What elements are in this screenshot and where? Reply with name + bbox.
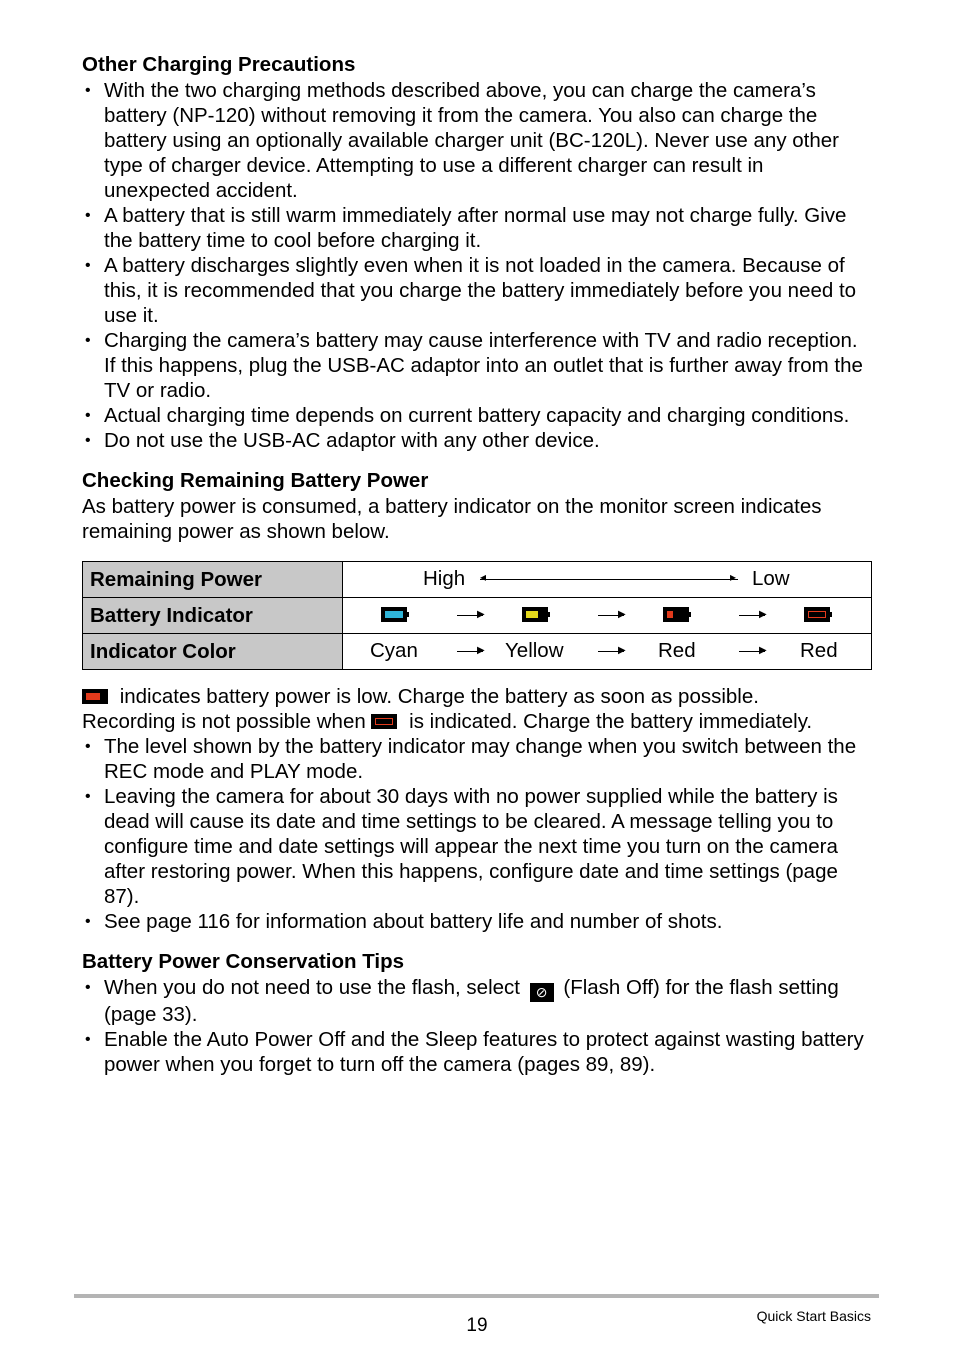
- conservation-tips-list: [82, 975, 872, 1077]
- arrow-head-icon: ▶: [477, 645, 485, 656]
- battery-fill: [86, 693, 100, 700]
- footer-section-name: Quick Start Basics: [756, 1308, 871, 1324]
- battery-empty-icon: [804, 607, 830, 622]
- arrow-head-icon: ▶: [759, 645, 767, 656]
- table-row: [83, 562, 872, 598]
- heading-other-charging-precautions: Other Charging Precautions: [82, 53, 356, 76]
- list-item: • Actual charging time depends on current battery capacity and charging conditions.: [82, 403, 872, 428]
- row-label-indicator-color: Indicator Color: [83, 634, 343, 670]
- charging-precautions-list: [82, 78, 872, 453]
- heading-checking-battery-power: Checking Remaining Battery Power: [82, 469, 429, 492]
- color-label-red: Red: [658, 639, 696, 662]
- battery-fill: [526, 611, 538, 618]
- list-item: • Enable the Auto Power Off and the Sleep features to protect against wasting battery power when you forget to turn off the camera (pages 89, 89).: [82, 1027, 872, 1077]
- power-range-arrow: [480, 579, 738, 580]
- arrow-right-head-icon: ▸: [730, 570, 737, 584]
- battery-two-thirds-icon: [522, 607, 548, 622]
- arrow-head-icon: ▶: [759, 609, 767, 620]
- table-row: [83, 634, 872, 670]
- color-label-red: Red: [800, 639, 838, 662]
- row-label-remaining-power: Remaining Power: [83, 562, 343, 598]
- battery-table: [82, 561, 872, 670]
- arrow-head-icon: ▶: [477, 609, 485, 620]
- arrow-head-icon: ▶: [618, 609, 626, 620]
- battery-full-icon: [381, 607, 407, 622]
- color-label-yellow: Yellow: [505, 639, 564, 662]
- battery-fill: [385, 611, 403, 618]
- table-row: [83, 598, 872, 634]
- battery-low-icon: [82, 689, 108, 704]
- battery-one-third-icon: [663, 607, 689, 622]
- battery-fill: [667, 611, 673, 618]
- list-item: • When you do not need to use the flash, select ⊘ (Flash Off) for the flash setting (page 33).: [82, 975, 872, 1027]
- section-checking-battery-power: [82, 468, 872, 934]
- section-other-charging-precautions: [82, 52, 872, 453]
- section-conservation-tips: [82, 949, 872, 1077]
- flash-off-icon: ⊘: [530, 983, 554, 1002]
- low-battery-note: indicates battery power is low. Charge the battery as soon as possible.: [82, 684, 872, 709]
- list-item: • Leaving the camera for about 30 days with no power supplied while the battery is dead will cause its date and time settings to be cleared. A message telling you to configure time and date settings will appear the next time you turn on the camera after restoring power. When this happens, configure date and time settings (page 87).: [82, 784, 872, 909]
- low-label: Low: [752, 567, 790, 590]
- list-item: • See page 116 for information about battery life and number of shots.: [82, 909, 872, 934]
- recording-note: Recording is not possible when is indicated. Charge the battery immediately.: [82, 710, 813, 733]
- heading-conservation-tips: Battery Power Conservation Tips: [82, 950, 405, 973]
- list-item: • Do not use the USB-AC adaptor with any other device.: [82, 428, 872, 453]
- battery-indicator-notes-list: [82, 734, 872, 934]
- arrow-left-head-icon: ◂: [480, 570, 487, 584]
- arrow-head-icon: ▶: [618, 645, 626, 656]
- list-item: • With the two charging methods described above, you can charge the camera’s battery (NP-120) without removing it from the camera. You also can charge the battery using an optionally available charger unit (BC-120L). Never use any other type of charger device. Attempting to use a different charger can result in unexpected accident.: [82, 78, 872, 203]
- list-item: • A battery discharges slightly even when it is not loaded in the camera. Because of this, it is recommended that you charge the battery immediately before you need to use it.: [82, 253, 872, 328]
- row-label-battery-indicator: Battery Indicator: [83, 598, 343, 634]
- high-label: High: [423, 567, 466, 590]
- page-content: [82, 52, 872, 1077]
- list-item: • A battery that is still warm immediately after normal use may not charge fully. Give the battery time to cool before charging it.: [82, 203, 872, 253]
- battery-empty-icon: [371, 714, 397, 729]
- footer-rule: [74, 1294, 879, 1298]
- list-item: • Charging the camera’s battery may cause interference with TV and radio reception. If this happens, plug the USB-AC adaptor into an outlet that is further away from the TV or radio.: [82, 328, 872, 403]
- color-label-cyan: Cyan: [370, 639, 418, 662]
- page-number: 19: [466, 1315, 488, 1336]
- battery-fill-outline: [808, 611, 826, 618]
- list-item: • The level shown by the battery indicator may change when you switch between the REC mode and PLAY mode.: [82, 734, 872, 784]
- intro-paragraph: As battery power is consumed, a battery indicator on the monitor screen indicates remaining power as shown below.: [82, 495, 822, 543]
